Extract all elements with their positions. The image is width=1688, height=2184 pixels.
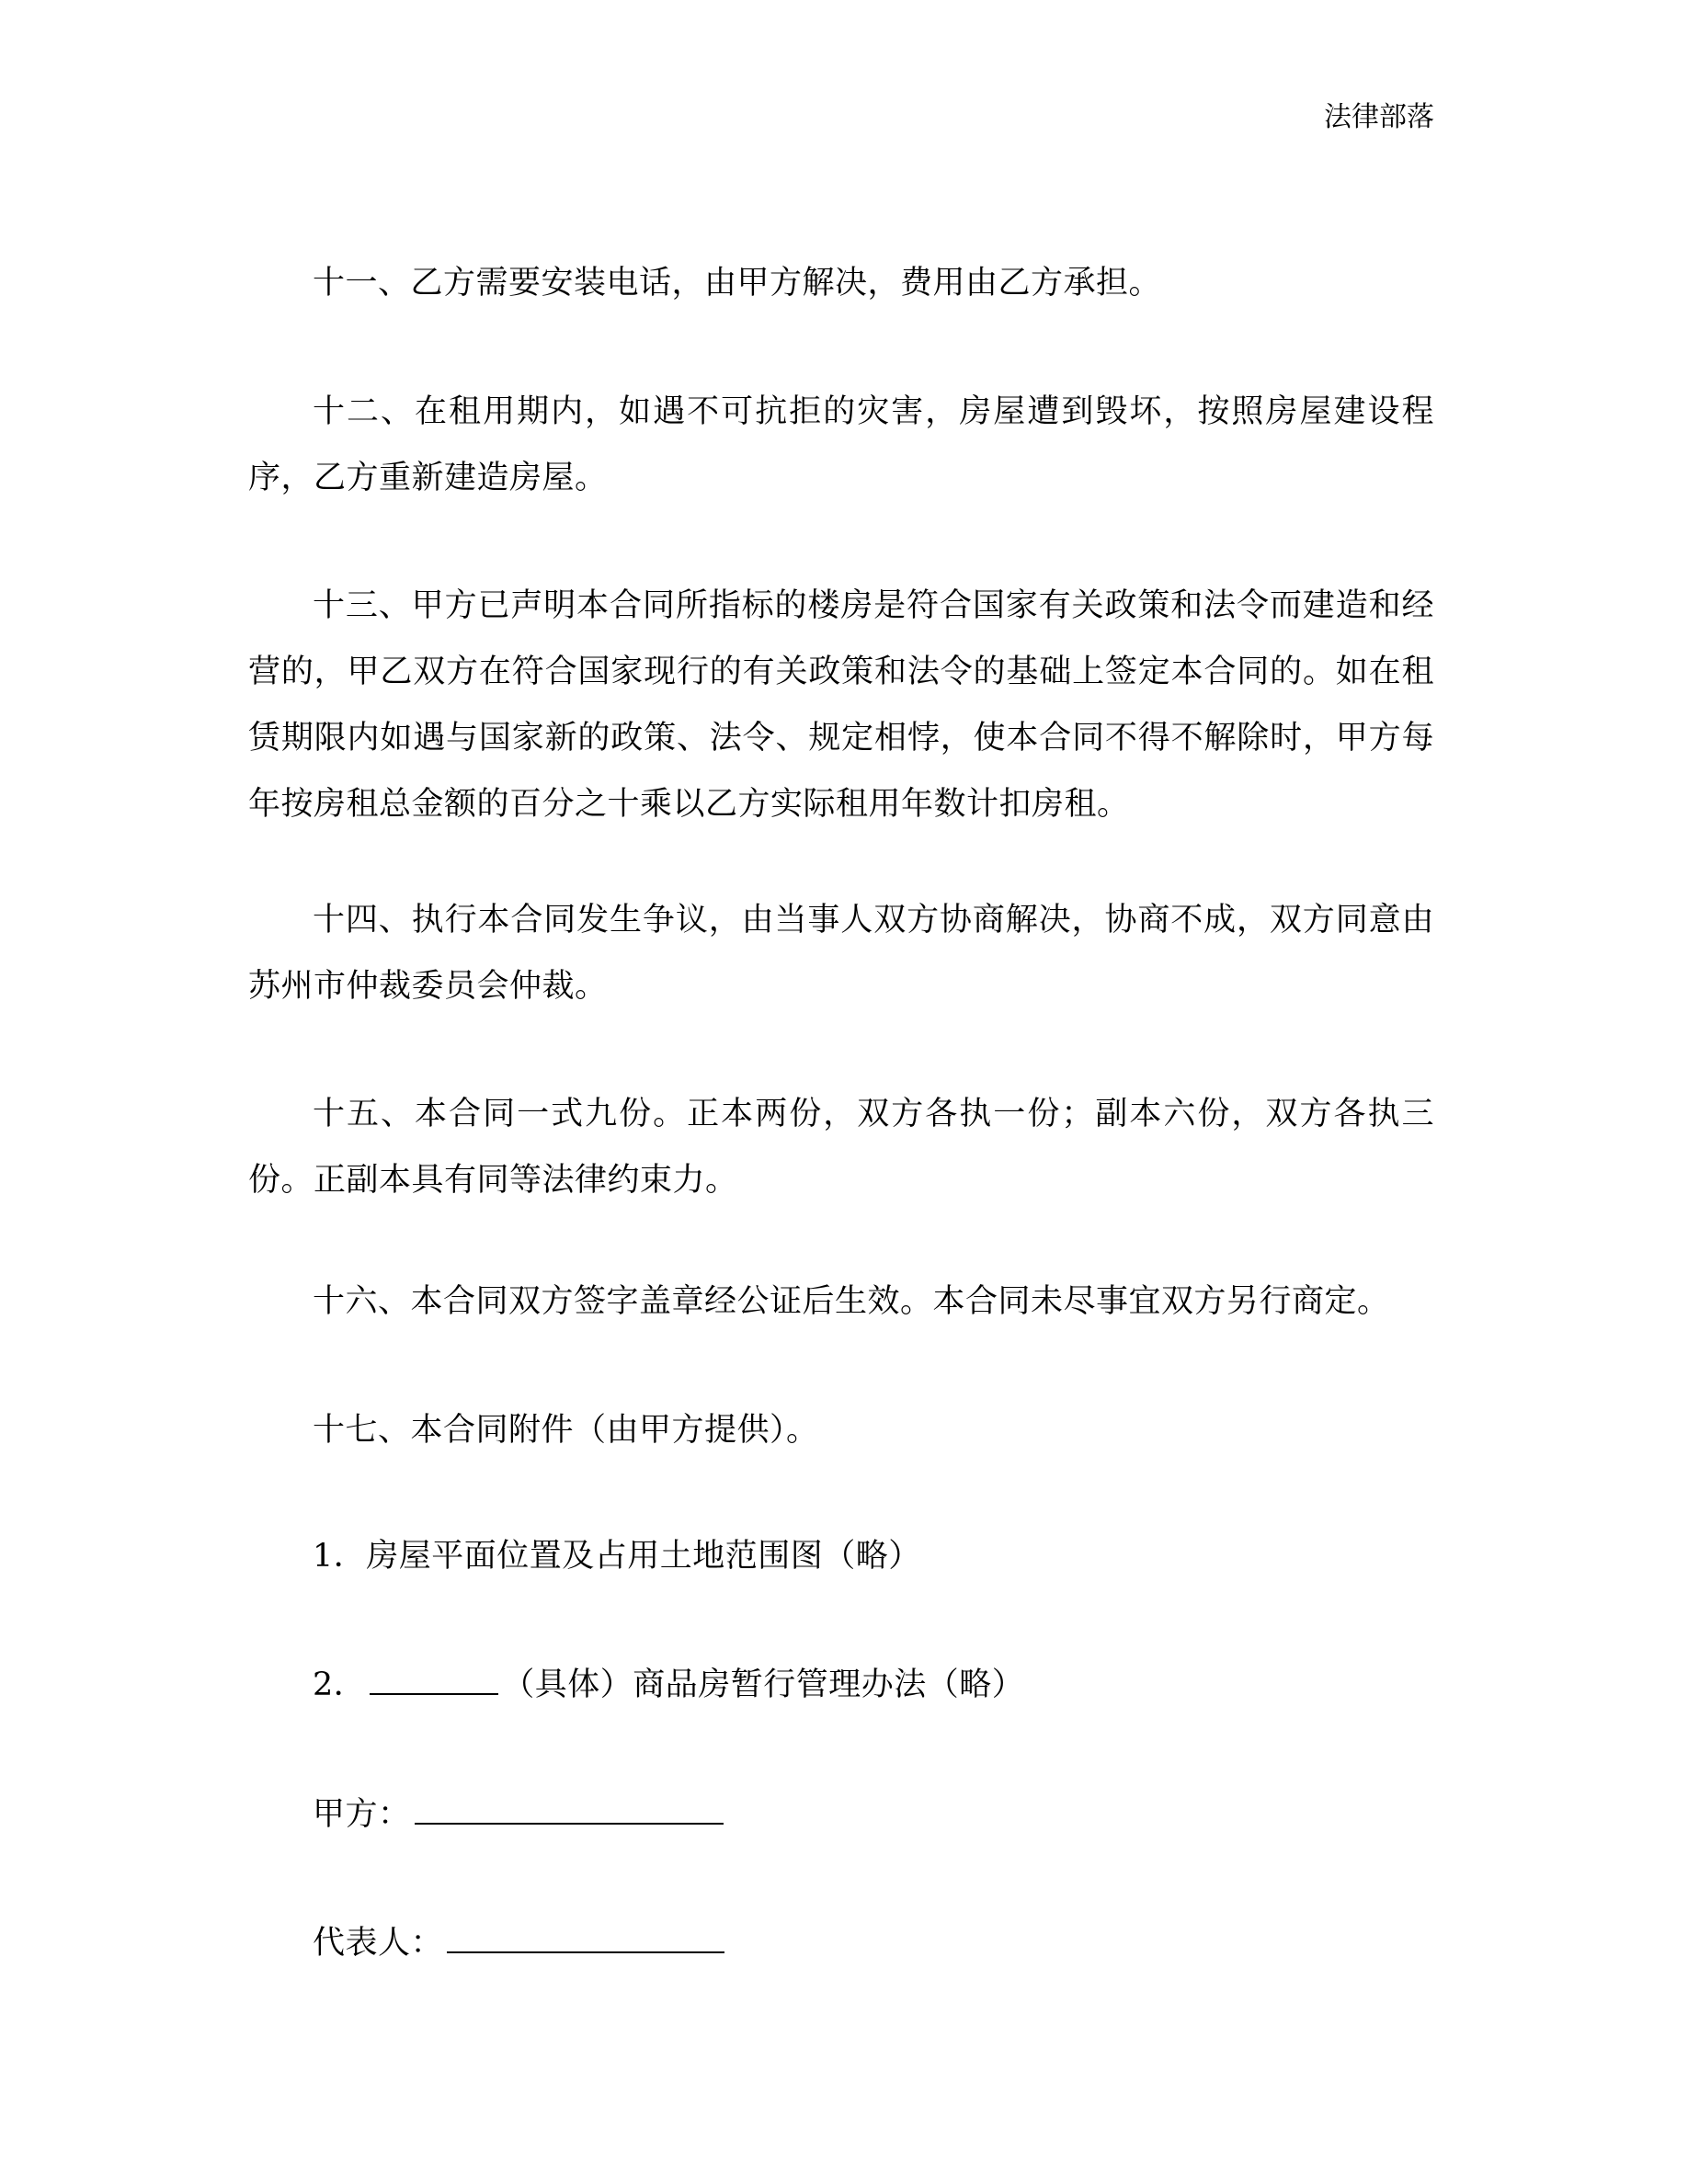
city-blank-field [370,1684,498,1695]
clause-13: 十三、甲方已声明本合同所指标的楼房是符合国家有关政策和法令而建造和经营的，甲乙双方在符合国家现行的有关政策和法令的基础上签定本合同的。如在租赁期限内如遇与国家新的政策、法令、规定相悖，使本合同不得不解除时，甲方每年按房租总金额的百分之十乘以乙方实际租用年数计扣房租。 [248,587,1434,823]
clause-15: 十五、本合同一式九份。正本两份，双方各执一份；副本六份，双方各执三份。正副本具有同等法律约束力。 [248,1096,1434,1199]
attachment-item-2 [313,1652,1024,1718]
attachment-item-2-prefix: 2． [313,1666,367,1703]
party-a-blank-field [415,1814,724,1825]
attachment-item-2-suffix: （具体）商品房暂行管理办法（略） [502,1666,1025,1703]
representative-signature-line [313,1910,728,1976]
representative-label: 代表人： [313,1925,444,1962]
clause-12: 十二、在租用期内，如遇不可抗拒的灾害，房屋遭到毁坏，按照房屋建设程序，乙方重新建造房屋。 [248,393,1434,496]
clause-14: 十四、执行本合同发生争议，由当事人双方协商解决，协商不成，双方同意由苏州市仲裁委员会仲裁。 [248,902,1434,1005]
header-brand: 法律部落 [1324,101,1434,133]
party-a-signature-line [313,1781,727,1848]
party-a-label: 甲方： [313,1796,411,1833]
representative-blank-field [447,1942,724,1953]
clause-16: 十六、本合同双方签字盖章经公证后生效。本合同未尽事宜双方另行商定。 [313,1283,1390,1320]
clause-17: 十七、本合同附件（由甲方提供）。 [313,1412,819,1449]
clause-11: 十一、乙方需要安装电话，由甲方解决，费用由乙方承担。 [313,265,1162,301]
attachment-item-1: 1．房屋平面位置及占用土地范围图（略） [313,1538,921,1575]
